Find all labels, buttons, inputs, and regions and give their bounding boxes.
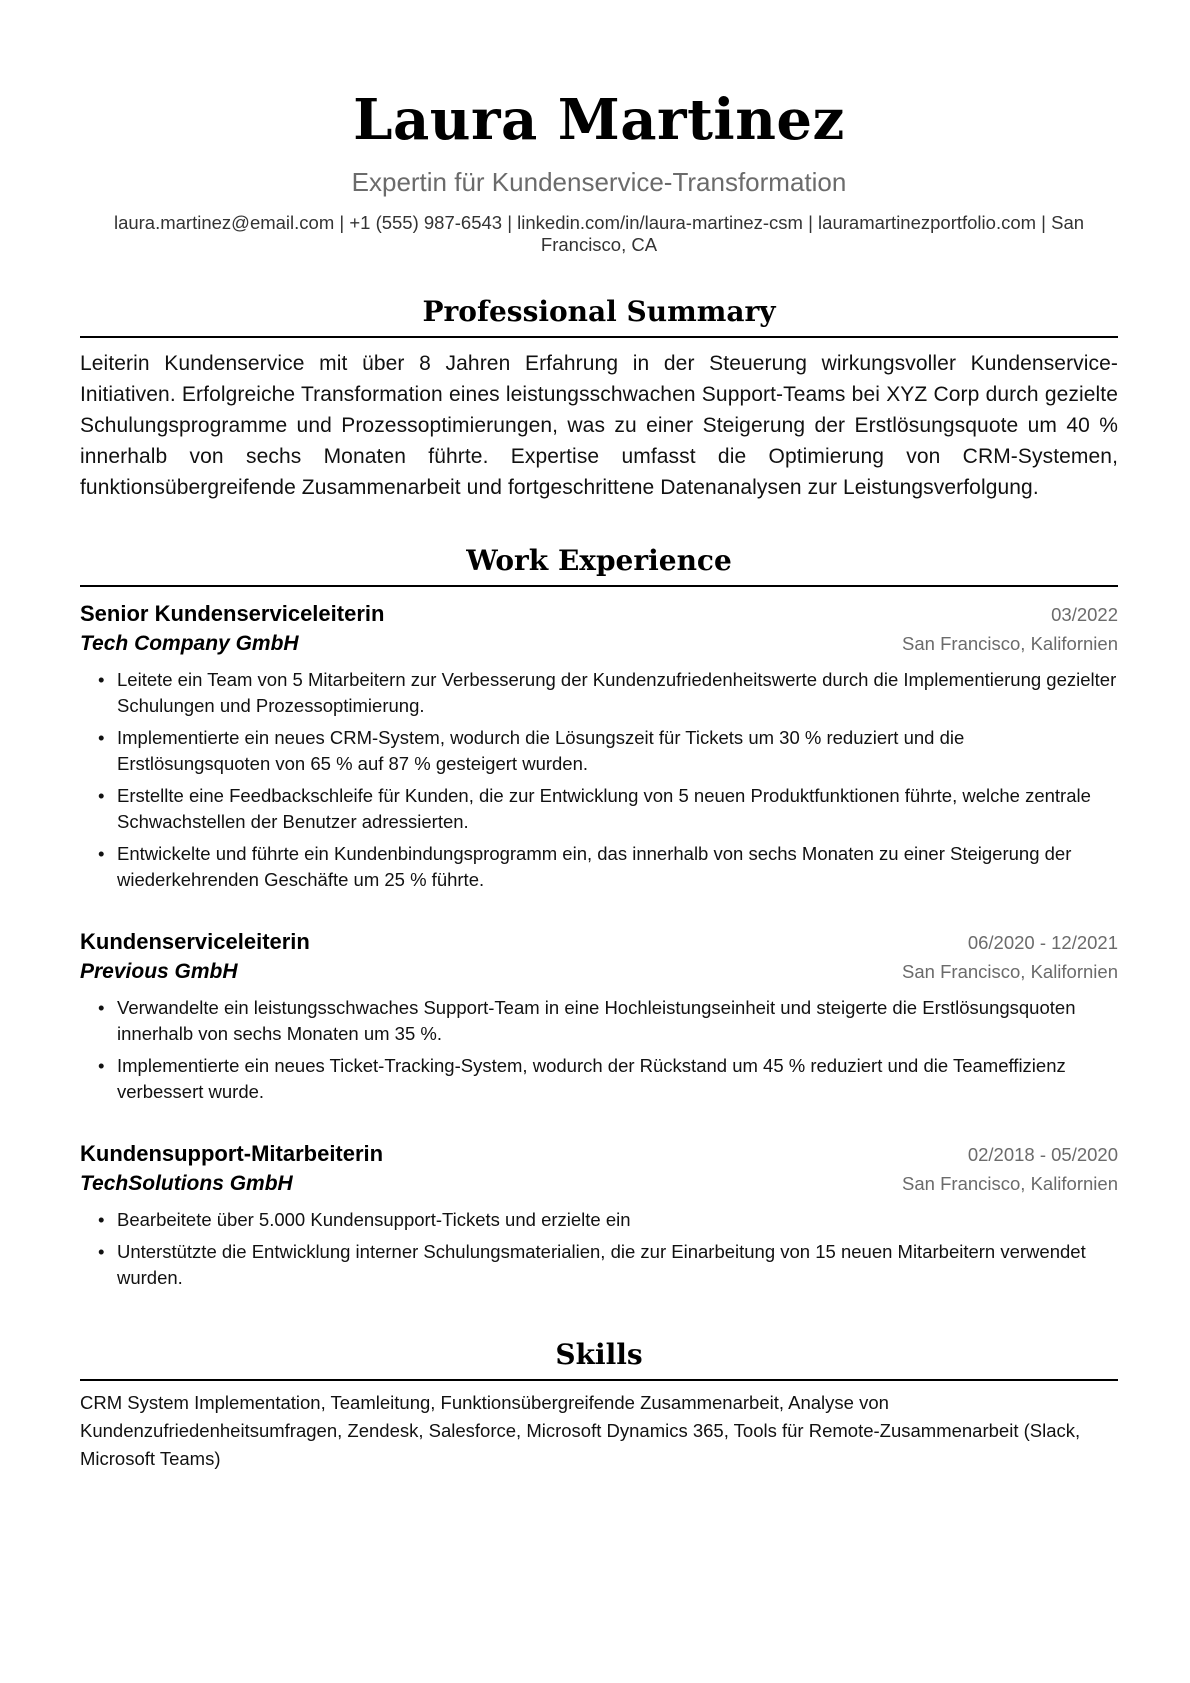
skills-text: CRM System Implementation, Teamleitung, Funktionsübergreifende Zusammenarbeit, Analyse von Kundenzufriedenheitsumfragen, Zendesk, Salesforce, Microsoft Dynamics 365, Tools für Remote-Zusammenarbeit (Slack, Microsoft Teams): [80, 1392, 1081, 1469]
job-entry: [80, 599, 1118, 893]
summary-text: Leiterin Kundenservice mit über 8 Jahren Erfahrung in der Steuerung wirkungsvoller Kundenservice-Initiativen. Erfolgreiche Transformation eines leistungsschwachen Support-Teams bei XYZ Corp durch gezielte Schulungsprogramme und Prozessoptimierungen, was zu einer Steigerung der Erstlösungsquote um 40 % innerhalb von sechs Monaten führte. Expertise umfasst die Optimierung von CRM-Systemen, funktionsübergreifende Zusammenarbeit und fortgeschrittene Datenanalysen zur Leistungsverfolgung.: [80, 352, 1118, 499]
job-date: 06/2020 - 12/2021: [967, 932, 1118, 953]
section-divider: [80, 585, 1118, 587]
summary-section: [80, 294, 1118, 503]
job-company: TechSolutions GmbH: [80, 1172, 293, 1195]
job-company: Previous GmbH: [80, 960, 238, 983]
list-item: [98, 995, 1118, 1047]
job-header-row: [80, 599, 1118, 629]
list-item: [98, 667, 1118, 719]
job-date: 03/2022: [1051, 604, 1118, 625]
candidate-name: Laura Martinez: [353, 87, 845, 153]
list-item: [98, 725, 1118, 777]
list-item: [98, 1207, 1118, 1233]
bullet-icon: •: [98, 785, 105, 806]
job-location: San Francisco, Kalifornien: [902, 1173, 1118, 1194]
section-title-experience: Work Experience: [466, 544, 732, 577]
job-bullets: [80, 995, 1118, 1105]
job-location: San Francisco, Kalifornien: [902, 961, 1118, 982]
job-company: Tech Company GmbH: [80, 632, 299, 655]
job-company-row: [80, 957, 1118, 987]
bullet-icon: •: [98, 1055, 105, 1076]
job-bullets: [80, 667, 1118, 893]
bullet-text: Erstellte eine Feedbackschleife für Kunden, die zur Entwicklung von 5 neuen Produktfunktionen führte, welche zentrale Schwachstellen der Benutzer adressierten.: [117, 785, 1091, 832]
job-date: 02/2018 - 05/2020: [967, 1144, 1118, 1165]
job-header-row: [80, 1139, 1118, 1169]
job-bullets: [80, 1207, 1118, 1291]
list-item: [98, 1053, 1118, 1105]
bullet-text: Verwandelte ein leistungsschwaches Support-Team in eine Hochleistungseinheit und steigerte die Erstlösungsquoten innerhalb von sechs Monaten um 35 %.: [117, 997, 1076, 1044]
bullet-text: Entwickelte und führte ein Kundenbindungsprogramm ein, das innerhalb von sechs Monaten zu einer Steigerung der wiederkehrenden Geschäfte um 25 % führte.: [117, 843, 1072, 890]
list-item: [98, 783, 1118, 835]
job-location: San Francisco, Kalifornien: [902, 633, 1118, 654]
list-item: [98, 1239, 1118, 1291]
job-header-row: [80, 927, 1118, 957]
bullet-text: Leitete ein Team von 5 Mitarbeitern zur Verbesserung der Kundenzufriedenheitswerte durch die Implementierung gezielter Schulungen und Prozessoptimierung.: [117, 669, 1117, 716]
bullet-text: Implementierte ein neues Ticket-Tracking-System, wodurch der Rückstand um 45 % reduziert und die Teameffizienz verbessert wurde.: [117, 1055, 1066, 1102]
job-company-row: [80, 629, 1118, 659]
bullet-text: Unterstützte die Entwicklung interner Schulungsmaterialien, die zur Einarbeitung von 15 neuen Mitarbeitern verwendet wurden.: [117, 1241, 1086, 1288]
bullet-icon: •: [98, 997, 105, 1018]
resume-page: [80, 0, 1118, 1473]
skills-section: [80, 1337, 1118, 1473]
bullet-text: Implementierte ein neues CRM-System, wodurch die Lösungszeit für Tickets um 30 % reduziert und die Erstlösungsquoten von 65 % auf 87 % gesteigert wurden.: [117, 727, 965, 774]
job-title: Kundensupport-Mitarbeiterin: [80, 1141, 384, 1166]
bullet-icon: •: [98, 843, 105, 864]
bullet-icon: •: [98, 1209, 105, 1230]
section-divider: [80, 336, 1118, 338]
section-divider: [80, 1379, 1118, 1381]
bullet-text: Bearbeitete über 5.000 Kundensupport-Tickets und erzielte ein: [117, 1209, 631, 1230]
candidate-headline: Expertin für Kundenservice-Transformation: [351, 167, 847, 197]
job-company-row: [80, 1169, 1118, 1199]
job-entry: [80, 1139, 1118, 1291]
resume-header: [80, 88, 1118, 256]
job-title: Senior Kundenserviceleiterin: [80, 601, 385, 626]
bullet-icon: •: [98, 669, 105, 690]
job-entry: [80, 927, 1118, 1105]
experience-section: [80, 543, 1118, 1291]
section-title-skills: Skills: [555, 1338, 643, 1371]
section-title-summary: Professional Summary: [422, 295, 776, 328]
contact-line: laura.martinez@email.com | +1 (555) 987-6543 | linkedin.com/in/laura-martinez-csm | lauramartinezportfolio.com | San Francisco, CA: [113, 212, 1085, 255]
bullet-icon: •: [98, 727, 105, 748]
list-item: [98, 841, 1118, 893]
job-title: Kundenserviceleiterin: [80, 929, 310, 954]
bullet-icon: •: [98, 1241, 105, 1262]
